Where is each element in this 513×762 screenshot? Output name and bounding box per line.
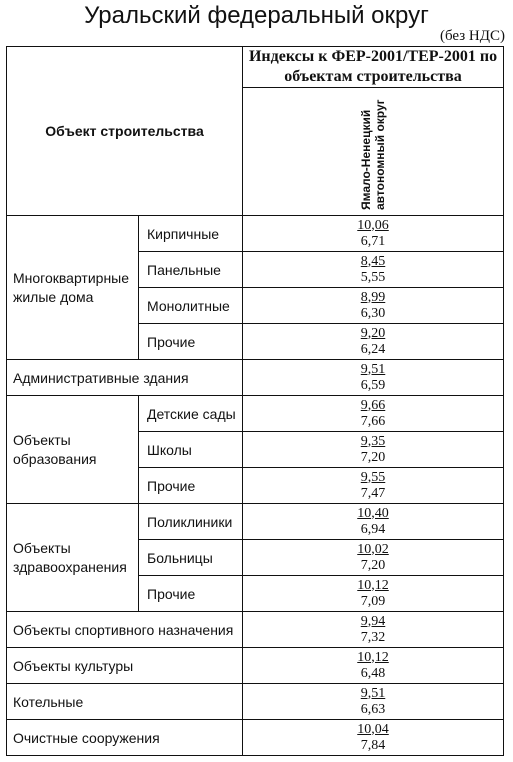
index-value-smr: 10,06 (357, 217, 389, 233)
table-row (7, 396, 504, 432)
subcategory-label: Детские сады (139, 396, 243, 432)
value-cell (243, 360, 504, 396)
table-row (7, 684, 504, 720)
value-cell (243, 576, 504, 612)
index-value-secondary: 6,48 (360, 665, 386, 681)
index-value-smr: 9,51 (360, 361, 386, 377)
index-value-secondary: 7,09 (360, 593, 386, 609)
region-header-cell (243, 88, 504, 216)
index-value-smr: 10,12 (357, 577, 389, 593)
header-row-1 (7, 47, 504, 88)
value-cell (243, 468, 504, 504)
table-row (7, 216, 504, 252)
table-row (7, 504, 504, 540)
value-cell (243, 324, 504, 360)
vat-note: (без НДС) (439, 28, 505, 44)
subcategory-label: Школы (139, 432, 243, 468)
index-value-secondary: 7,32 (360, 629, 386, 645)
index-value-smr: 8,45 (360, 253, 386, 269)
value-cell (243, 504, 504, 540)
index-value-secondary: 6,63 (360, 701, 386, 717)
object-label: Объекты культуры (7, 648, 243, 684)
index-value-secondary: 7,20 (360, 557, 386, 573)
value-cell (243, 216, 504, 252)
value-cell (243, 252, 504, 288)
table-row (7, 612, 504, 648)
value-cell (243, 648, 504, 684)
subcategory-label: Прочие (139, 468, 243, 504)
index-value-smr: 10,04 (357, 721, 389, 737)
subcategory-label: Прочие (139, 576, 243, 612)
index-value-smr: 8,99 (360, 289, 386, 305)
index-value-smr: 10,12 (357, 649, 389, 665)
value-cell (243, 720, 504, 756)
subcategory-label: Кирпичные (139, 216, 243, 252)
index-value-secondary: 6,94 (360, 521, 386, 537)
index-value-smr: 10,40 (357, 505, 389, 521)
value-cell (243, 288, 504, 324)
group-label: Многоквартирные жилые дома (7, 216, 139, 360)
object-column-header: Объект строительства (7, 47, 243, 216)
index-value-smr: 10,02 (357, 541, 389, 557)
index-value-smr: 9,51 (360, 685, 386, 701)
index-column-header: Индексы к ФЕР-2001/ТЕР-2001 по объектам строительства (243, 47, 504, 88)
index-value-secondary: 7,66 (360, 413, 386, 429)
object-label: Объекты спортивного назначения (7, 612, 243, 648)
subcategory-label: Панельные (139, 252, 243, 288)
object-label: Очистные сооружения (7, 720, 243, 756)
index-value-secondary: 7,20 (360, 449, 386, 465)
object-label: Котельные (7, 684, 243, 720)
index-value-secondary: 6,59 (360, 377, 386, 393)
group-label: Объекты здравоохранения (7, 504, 139, 612)
index-value-secondary: 7,47 (360, 485, 386, 501)
subcategory-label: Прочие (139, 324, 243, 360)
subcategory-label: Поликлиники (139, 504, 243, 540)
value-cell (243, 612, 504, 648)
table-row (7, 648, 504, 684)
index-value-secondary: 5,55 (360, 269, 386, 285)
value-cell (243, 540, 504, 576)
page-title: Уральский федеральный округ (84, 2, 429, 29)
value-cell (243, 396, 504, 432)
index-value-secondary: 6,24 (360, 341, 386, 357)
index-value-secondary: 6,71 (360, 233, 386, 249)
region-header-label: Ямало-Ненецкий автономный округ (359, 99, 388, 210)
index-table (6, 46, 504, 756)
index-value-smr: 9,55 (360, 469, 386, 485)
index-value-smr: 9,66 (360, 397, 386, 413)
index-value-secondary: 6,30 (360, 305, 386, 321)
index-value-smr: 9,94 (360, 613, 386, 629)
table-row (7, 720, 504, 756)
subcategory-label: Монолитные (139, 288, 243, 324)
index-value-secondary: 7,84 (360, 737, 386, 753)
index-value-smr: 9,20 (360, 325, 386, 341)
index-value-smr: 9,35 (360, 433, 386, 449)
object-label: Административные здания (7, 360, 243, 396)
value-cell (243, 432, 504, 468)
table-row (7, 360, 504, 396)
subcategory-label: Больницы (139, 540, 243, 576)
group-label: Объекты образования (7, 396, 139, 504)
value-cell (243, 684, 504, 720)
